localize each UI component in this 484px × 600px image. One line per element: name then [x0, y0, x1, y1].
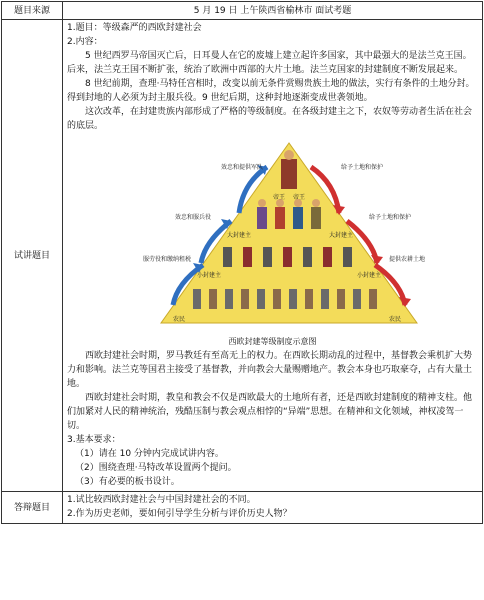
- pyramid-illustration: [139, 137, 439, 329]
- label-peasant-right: 农民: [389, 316, 402, 323]
- label-big-lord-right: 大封建主: [329, 232, 354, 239]
- paragraph-5: 西欧封建社会时期，教皇和教会不仅是西欧最大的土地所有者，还是西欧封建制度的精神支柱。他们加紧对人民的精神统治，残酷压制与教会观点相悖的“异端”思想。在精神和文化领域，神权凌驾一切。: [67, 393, 473, 431]
- label-left-arrow-2: 效忠和服兵役: [175, 214, 212, 221]
- topic-line: 1.题目：等级森严的西欧封建社会: [67, 23, 202, 33]
- requirements-title: 3.基本要求：: [67, 435, 121, 445]
- label-emperor-right: 帝王: [293, 194, 306, 201]
- feudal-hierarchy-figure: [139, 137, 439, 337]
- header-row: [2, 2, 483, 20]
- source-label: 题目来源: [2, 2, 63, 20]
- label-small-lord-right: 小封建主: [357, 272, 382, 279]
- defense-label: 答辩题目: [2, 492, 63, 524]
- label-right-arrow-1: 给予土地和保护: [341, 164, 384, 171]
- lecture-label: 试讲题目: [2, 20, 63, 492]
- label-right-arrow-3: 提供农耕土地: [389, 256, 426, 263]
- requirement-2: （2）围绕查理·马特改革设置两个提问。: [75, 463, 237, 473]
- document-table: [1, 1, 483, 524]
- label-right-arrow-2: 给予土地和保护: [369, 214, 412, 221]
- requirement-3: （3）有必要的板书设计。: [75, 477, 180, 487]
- label-emperor-left: 帝王: [273, 194, 286, 201]
- paragraph-4: 西欧封建社会时期，罗马教廷有至高无上的权力。在西欧长期动乱的过程中，基督教会乘机扩大势力和影响。法兰克等国君主接受了基督教，并向教会大量赐赠地产。教会本身也巧取豪夺，占有大量土地。: [67, 351, 473, 389]
- lecture-content: [63, 20, 483, 492]
- content-title: 2.内容：: [67, 37, 103, 47]
- question-2: 2.作为历史老师，要如何引导学生分析与评价历史人物？: [67, 509, 292, 519]
- paragraph-3: 这次改革，在封建贵族内部形成了严格的等级制度。在各级封建主之下，农奴等劳动者生活在社会的底层。: [67, 107, 473, 131]
- source-value: 5 月 19 日 上午陕西省榆林市 面试考题: [63, 2, 483, 20]
- label-left-arrow-1: 效忠和提供军队: [221, 164, 264, 171]
- paragraph-2: 8 世纪前期，查理·马特任宫相时，改变以前无条件赏赐贵族土地的做法，实行有条件的土地分封。得到封地的人必须为封主服兵役。9 世纪后期，这种封地逐渐变成世袭领地。: [67, 79, 475, 103]
- lecture-row: [2, 20, 483, 492]
- label-left-arrow-3: 服劳役和缴纳租税: [143, 256, 192, 263]
- label-big-lord-left: 大封建主: [227, 232, 252, 239]
- figure-caption: 西欧封建等级制度示意图: [228, 337, 317, 346]
- defense-row: [2, 492, 483, 524]
- defense-content: [63, 492, 483, 524]
- label-small-lord-left: 小封建主: [197, 272, 222, 279]
- requirement-1: （1）请在 10 分钟内完成试讲内容。: [75, 449, 224, 459]
- label-peasant-left: 农民: [173, 316, 186, 323]
- question-1: 1.试比较西欧封建社会与中国封建社会的不同。: [67, 495, 256, 505]
- paragraph-1: 5 世纪西罗马帝国灭亡后，日耳曼人在它的废墟上建立起许多国家，其中最强大的是法兰克王国。后来，法兰克王国不断扩张，统治了欧洲中西部的大片土地。法兰克国家的封建制度不断发展起来。: [67, 51, 472, 75]
